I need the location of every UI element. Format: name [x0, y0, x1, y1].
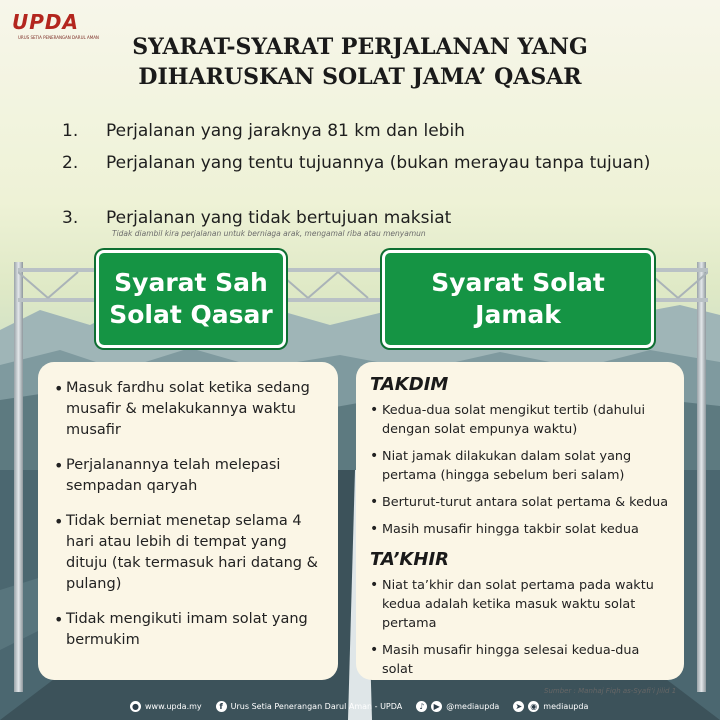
logo-subtitle: URUS SETIA PENERANGAN DARUL AMAN	[18, 35, 99, 40]
source-note: Sumber : Manhaj Fiqh as-Syafi’i Jilid 1	[544, 687, 677, 695]
gantry-pole-left	[14, 262, 23, 692]
requirement-number: 2.	[62, 153, 79, 173]
title-line-2: DIHARUSKAN SOLAT JAMA’ QASAR	[138, 64, 582, 90]
requirement-text: Perjalanan yang tentu tujuannya (bukan merayau tanpa tujuan)	[106, 153, 651, 173]
requirement-text: Perjalanan yang tidak bertujuan maksiat	[106, 208, 452, 228]
sign-left-line-1: Syarat Sah	[114, 268, 268, 297]
page-title	[0, 32, 720, 92]
requirement-number: 1.	[62, 121, 79, 141]
list-item: • Niat jamak dilakukan dalam solat yang pertama (hingga sebelum beri salam)	[370, 447, 674, 485]
tiktok-youtube-text: @mediaupda	[446, 701, 500, 711]
takdim-heading: TAKDIM	[370, 374, 449, 395]
list-item: • Masih musafir hingga takbir solat kedua	[370, 520, 674, 539]
qasar-conditions-panel	[38, 362, 338, 680]
title-line-1: SYARAT-SYARAT PERJALANAN YANG	[132, 34, 588, 60]
sign-right-line-1: Syarat Solat	[431, 268, 605, 297]
list-item: • Berturut-turut antara solat pertama & kedua	[370, 493, 674, 512]
website-text: www.upda.my	[145, 701, 202, 711]
tiktok-icon: ♪	[416, 701, 427, 712]
youtube-icon: ▶	[431, 701, 442, 712]
telegram-instagram-text: mediaupda	[543, 701, 589, 711]
list-item: • Masih musafir hingga selesai kedua-dua solat	[370, 641, 674, 679]
requirement-text: Perjalanan yang jaraknya 81 km dan lebih	[106, 121, 465, 141]
requirement-number: 3.	[62, 208, 79, 228]
jamak-conditions-panel	[356, 362, 684, 680]
sign-syarat-sah-solat-qasar	[96, 250, 286, 348]
qasar-conditions-list	[54, 378, 324, 651]
facebook-icon: f	[216, 701, 227, 712]
telegram-icon: ➤	[513, 701, 524, 712]
takhir-heading: TA’KHIR	[370, 549, 449, 570]
takhir-list	[370, 576, 674, 679]
tiktok-youtube-link[interactable]	[416, 701, 499, 712]
website-link[interactable]	[130, 701, 202, 712]
list-item: • Tidak mengikuti imam solat yang bermukim	[54, 609, 324, 651]
instagram-icon: ◉	[528, 701, 539, 712]
footer-social-bar	[130, 697, 596, 715]
list-item: • Niat ta’khir dan solat pertama pada waktu kedua adalah ketika masuk waktu solat pertama	[370, 576, 674, 633]
facebook-link[interactable]	[216, 701, 403, 712]
requirement-note: Tidak diambil kira perjalanan untuk berniaga arak, mengamal riba atau menyamun	[112, 229, 426, 238]
globe-icon: ●	[130, 701, 141, 712]
sign-syarat-solat-jamak	[382, 250, 654, 348]
list-item: • Perjalanannya telah melepasi sempadan qaryah	[54, 455, 324, 497]
facebook-text: Urus Setia Penerangan Darul Aman - UPDA	[230, 701, 403, 711]
logo-text: UPDA	[12, 10, 79, 34]
takdim-list	[370, 401, 674, 539]
list-item: • Kedua-dua solat mengikut tertib (dahului dengan solat empunya waktu)	[370, 401, 674, 439]
sign-left-line-2: Solat Qasar	[109, 300, 273, 329]
list-item: • Tidak berniat menetap selama 4 hari atau lebih di tempat yang dituju (tak termasuk hari datang & pulang)	[54, 511, 324, 595]
gantry-pole-right	[697, 262, 706, 692]
list-item: • Masuk fardhu solat ketika sedang musafir & melakukannya waktu musafir	[54, 378, 324, 441]
telegram-instagram-link[interactable]	[513, 701, 588, 712]
sign-right-line-2: Jamak	[475, 300, 561, 329]
